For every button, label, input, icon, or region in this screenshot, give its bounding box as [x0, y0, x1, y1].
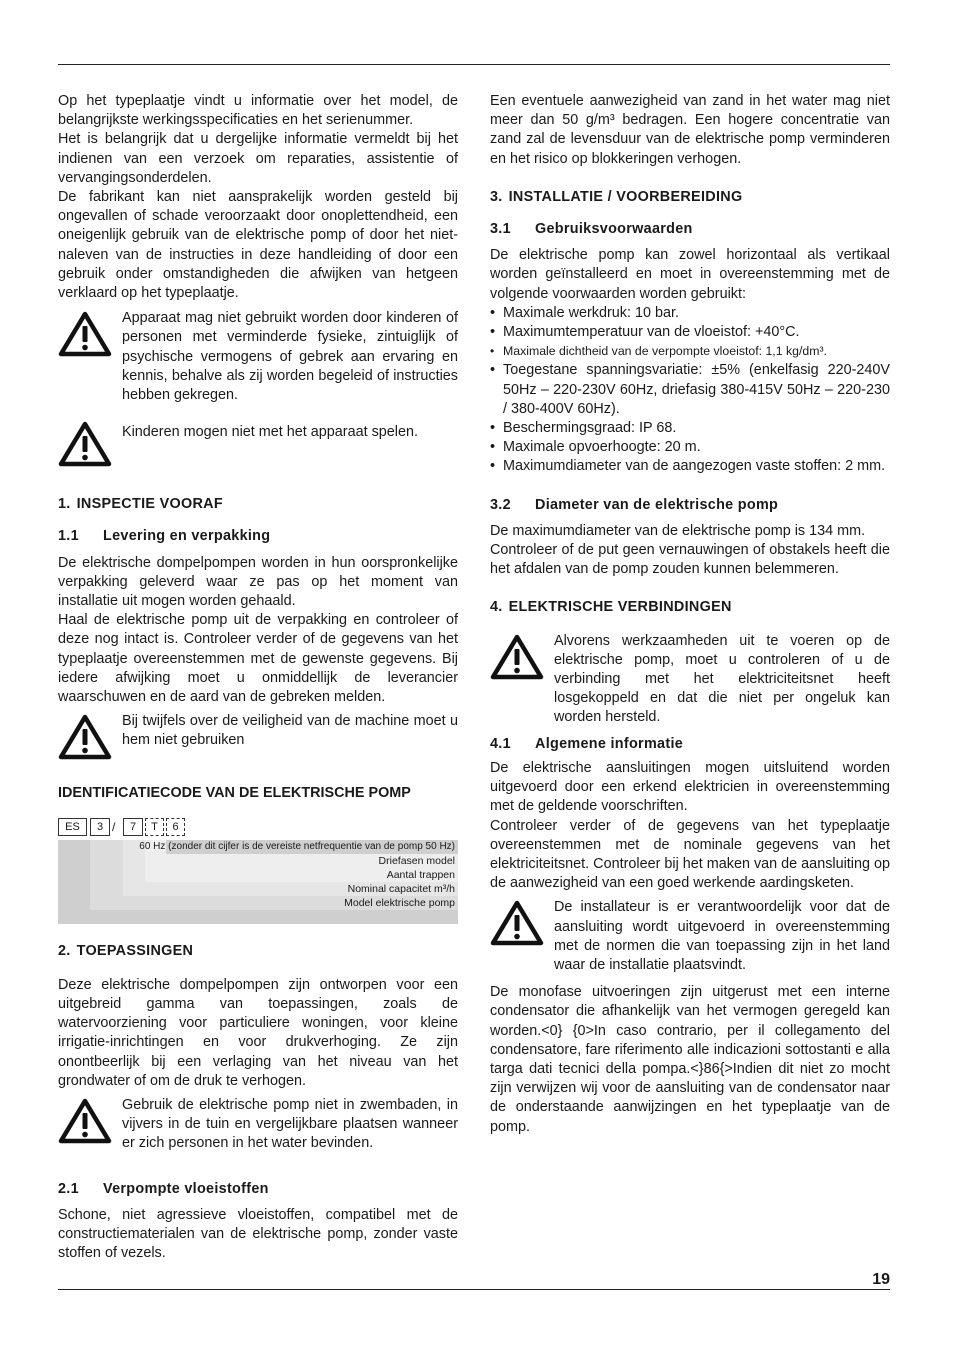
warning-triangle-icon [58, 421, 112, 467]
top-rule [58, 64, 890, 65]
paragraph: De elektrische pomp kan zowel horizontaal als vertikaal worden geïnstalleerd en moet in overeenstemming met de volgende voorwaarden worden gebruikt: [490, 247, 890, 302]
code-box-model: ES [58, 818, 87, 836]
paragraph: De elektrische dompelpompen worden in hun oorspronkelijke verpakking geleverd waar ze pas op het moment van installatie uit mogen worden gehaald. [58, 554, 458, 610]
left-column [58, 92, 458, 1263]
paragraph: Deze elektrische dompelpompen zijn ontworpen voor een uitgebreid gamma van toepassingen, zoals de watervoorziening voor particuliere woningen, voor kleine irrigatie-inrichtingen en voor drukverhoging. Ze zijn onontbeerlijk bij een verlaging van het niveau van het grondwater of om de druk te verhogen. [58, 976, 458, 1089]
warning-triangle-icon [490, 634, 544, 680]
warning-block [490, 632, 890, 728]
list-item: • Beschermingsgraad: IP 68. [490, 419, 890, 438]
code-box-three-phase: T [145, 818, 164, 836]
code-label-three-phase: Driefasen model [378, 855, 455, 868]
warning-block [58, 309, 458, 405]
warning-text: Gebruik de elektrische pomp niet in zwembaden, in vijvers in de tuin en vergelijkbare plaatsen wanneer er zich personen in het water bevinden. [122, 1096, 458, 1152]
section-heading-2-1: 2.1 Verpompte vloeistoffen [58, 1180, 269, 1197]
code-label-model: Model elektrische pomp [344, 897, 455, 910]
list-item: • Maximale dichtheid van de verpompte vloeistof: 1,1 kg/dm³. [490, 342, 890, 361]
paragraph: Schone, niet agressieve vloeistoffen, compatibel met de constructiematerialen van de elektrische pomp, zonder vaste stoffen of vezels. [58, 1206, 458, 1262]
paragraph: De maximumdiameter van de elektrische pomp is 134 mm. [490, 522, 866, 539]
code-label-stages: Aantal trappen [386, 869, 455, 882]
warning-triangle-icon [58, 311, 112, 357]
warning-block [58, 712, 458, 760]
section-heading-3-1: 3.1 Gebruiksvoorwaarden [490, 221, 693, 238]
code-box-stages: 7 [123, 818, 143, 836]
warning-block [58, 1096, 458, 1154]
warning-text: De installateur is er verantwoordelijk voor dat de aansluiting wordt uitgevoerd in overeenstemming met de normen die van toepassing zijn in het land waar de installatie plaatsvindt. [554, 899, 890, 973]
id-code-heading: IDENTIFICATIECODE VAN DE ELEKTRISCHE POMP [58, 785, 411, 802]
section-heading-3: 3. INSTALLATIE / VOORBEREIDING [490, 188, 743, 205]
warning-block [490, 898, 890, 975]
warning-text: Alvorens werkzaamheden uit te voeren op de elektrische pomp, moet u controleren of u de verbinding met het elektriciteitsnet heeft losgekoppeld en dat die niet per ongeluk kan worden hersteld. [554, 632, 890, 726]
list-item: • Toegestane spanningsvariatie: ±5% (enkelfasig 220-240V 50Hz – 220-230V 60Hz, driefasig 380-415V 50Hz – 220-230 / 380-400V 60Hz). [490, 361, 890, 419]
intro-paragraph: Op het typeplaatje vindt u informatie over het model, de belangrijkste werkingsspecificaties en het serienummer. [58, 93, 458, 129]
warning-text: Kinderen mogen niet met het apparaat spelen. [122, 424, 419, 441]
warning-triangle-icon [58, 714, 112, 760]
paragraph: Controleer verder of de gegevens van het typeplaatje overeenstemmen met de nominale gegevens van het elektriciteitsnet. Controleer bij het maken van de aansluiting op de aanwezigheid van een goed werkende aardingsketen. [490, 817, 890, 892]
paragraph: De monofase uitvoeringen zijn uitgerust met een interne condensator die afhankelijk van het vermogen geregeld kan worden.<0} {0>In caso contrario, per il collegamento del condensatore, fare riferimento alle indicazioni sottostanti e alla targa dati tecnici della pompa.<}86{>Indien dit niet zo mocht zijn verwijzen wij voor de aansluiting van de condensator naar de onderstaande aanwijzingen en het typeplaatje van de pomp. [490, 984, 890, 1135]
code-box-capacity: 3 [90, 818, 110, 836]
code-label-frequency: 60 Hz (zonder dit cijfer is de vereiste netfrequentie van de pomp 50 Hz) [139, 841, 455, 853]
paragraph: Een eventuele aanwezigheid van zand in het water mag niet meer dan 50 g/m³ bedragen. Een hogere concentratie van zand zal de levensduur van de elektrische pomp verminderen en het risico op blokkeringen verhogen. [490, 93, 890, 167]
warning-triangle-icon [490, 900, 544, 946]
warning-block [58, 419, 458, 467]
conditions-list [490, 304, 890, 477]
list-item: • Maximumtemperatuur van de vloeistof: +40°C. [490, 323, 890, 342]
section-heading-4: 4. ELEKTRISCHE VERBINDINGEN [490, 599, 732, 616]
list-item: • Maximumdiameter van de aangezogen vaste stoffen: 2 mm. [490, 457, 890, 476]
section-heading-4-1: 4.1 Algemene informatie [490, 735, 684, 752]
list-item: • Maximale opvoerhoogte: 20 m. [490, 438, 890, 457]
paragraph: Haal de elektrische pomp uit de verpakking en controleer of deze nog intact is. Controleer verder of de gegevens van het typeplaatje overeenstemmen met de gewenste gegevens. Bij iedere afwijking moet u onmiddellijk de leverancier waarschuwen en de aard van de gebreken melden. [58, 612, 458, 706]
intro-paragraph: De fabrikant kan niet aansprakelijk worden gesteld bij ongevallen of schade veroorzaakt door onoplettendheid, een oneigenlijk gebruik van de elektrische pomp of door het niet-naleven van de instructies in deze handleiding of door een gebruik onder omstandigheden die afwijken van hetgeen verklaard op het typeplaatje. [58, 189, 458, 302]
code-label-capacity: Nominal capacitet m³/h [347, 883, 455, 896]
right-column [490, 92, 890, 1137]
list-item: • Maximale werkdruk: 10 bar. [490, 304, 890, 323]
page-number: 19 [872, 1271, 890, 1288]
code-separator: / [112, 820, 116, 835]
section-heading-2: 2. TOEPASSINGEN [58, 943, 194, 960]
paragraph: Controleer of de put geen vernauwingen of obstakels heeft die het afdalen van de pomp zouden kunnen belemmeren. [490, 542, 890, 578]
bottom-rule [58, 1289, 890, 1290]
section-heading-1: 1. INSPECTIE VOORAF [58, 496, 223, 513]
warning-text: Apparaat mag niet gebruikt worden door kinderen of personen met verminderde fysieke, zintuiglijk of psychische vermogens of gebrek aan ervaring en kennis, behalve als zij worden begeleid of instructies hebben gekregen. [122, 310, 458, 404]
section-heading-3-2: 3.2 Diameter van de elektrische pomp [490, 496, 779, 513]
warning-triangle-icon [58, 1098, 112, 1144]
warning-text: Bij twijfels over de veiligheid van de machine moet u hem niet gebruiken [122, 713, 458, 749]
paragraph: De elektrische aansluitingen mogen uitsluitend worden uitgevoerd door een erkend elektricien in overeenstemming met de geldende voorschriften. [490, 759, 890, 815]
intro-paragraph: Het is belangrijk dat u dergelijke informatie vermeldt bij het indienen van een verzoek om reparaties, assistentie of vervangingsonderdelen. [58, 131, 458, 186]
section-heading-1-1: 1.1 Levering en verpakking [58, 528, 271, 545]
identification-code-diagram [58, 818, 458, 918]
code-box-frequency: 6 [166, 818, 185, 836]
